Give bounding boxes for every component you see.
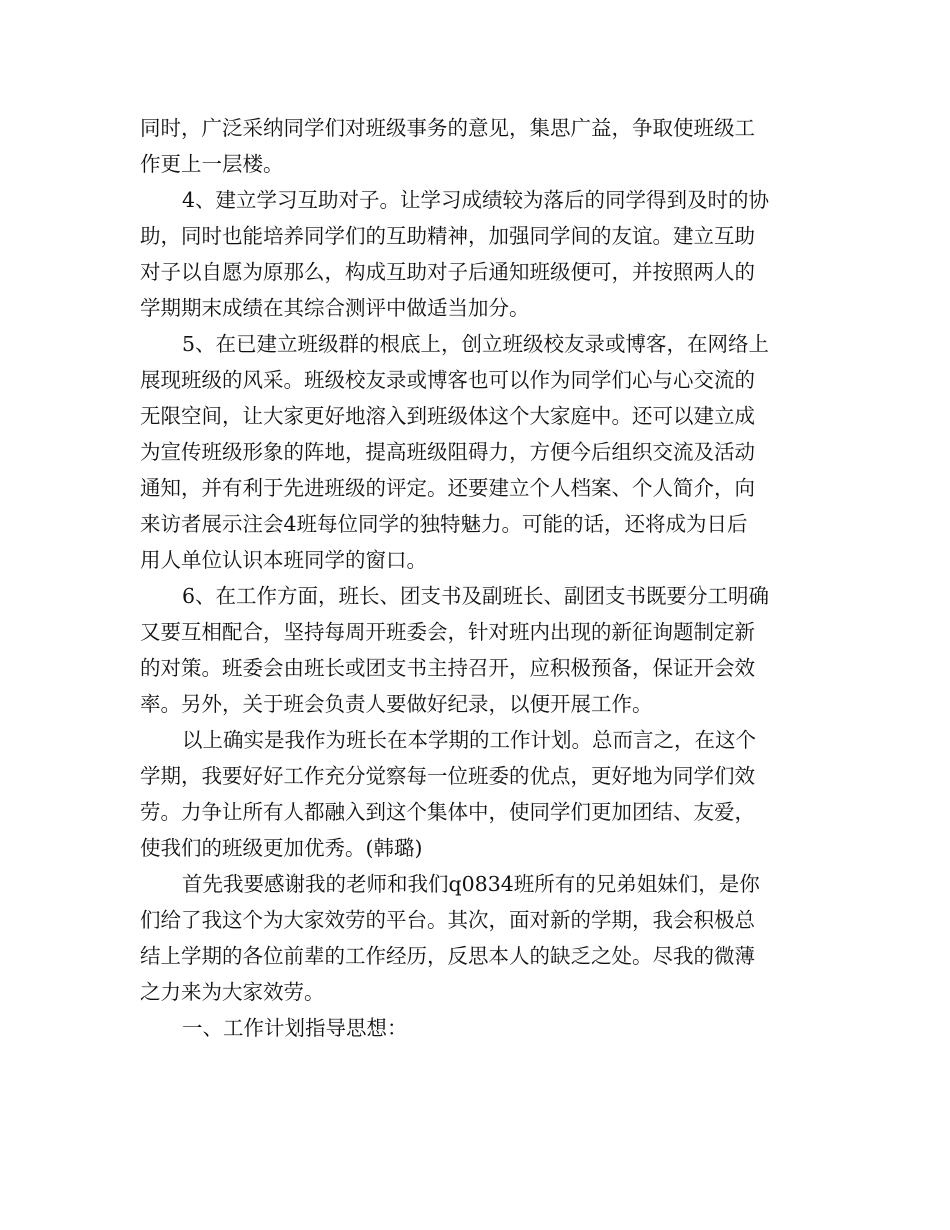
paragraph-start-line: 首先我要感谢我的老师和我们q0834班所有的兄弟姐妹们，是你	[182, 872, 760, 896]
paragraph-start-line: 以上确实是我作为班长在本学期的工作计划。总而言之，在这个	[182, 728, 756, 752]
text-line: 的对策。班委会由班长或团支书主持召开，应积极预备，保证开会效	[140, 656, 755, 680]
text-line: 展现班级的风采。班级校友录或博客也可以作为同学们心与心交流的	[140, 368, 755, 392]
text-line: 学期，我要好好工作充分觉察每一位班委的优点，更好地为同学们效	[140, 764, 755, 788]
text-line: 劳。力争让所有人都融入到这个集体中，使同学们更加团结、友爱，	[140, 800, 755, 824]
text-line: 结上学期的各位前辈的工作经历，反思本人的缺乏之处。尽我的微薄	[140, 944, 755, 968]
text-line: 无限空间，让大家更好地溶入到班级体这个大家庭中。还可以建立成	[140, 404, 755, 428]
text-line: 来访者展示注会4班每位同学的独特魅力。可能的话，还将成为日后	[140, 512, 748, 536]
text-line: 用人单位认识本班同学的窗口。	[140, 548, 427, 572]
text-line: 们给了我这个为大家效劳的平台。其次，面对新的学期，我会积极总	[140, 908, 755, 932]
text-line: 助，同时也能培养同学们的互助精神，加强同学间的友谊。建立互助	[140, 224, 755, 248]
text-line: 学期期末成绩在其综合测评中做适当加分。	[140, 296, 530, 320]
text-line: 通知，并有利于先进班级的评定。还要建立个人档案、个人简介，向	[140, 476, 755, 500]
paragraph-start-line: 4、建立学习互助对子。让学习成绩较为落后的同学得到及时的协	[182, 188, 770, 212]
paragraph-start-line: 5、在已建立班级群的根底上，创立班级校友录或博客，在网络上	[182, 332, 770, 356]
text-line: 对子以自愿为原那么，构成互助对子后通知班级便可，并按照两人的	[140, 260, 755, 284]
text-line: 同时，广泛采纳同学们对班级事务的意见，集思广益，争取使班级工	[140, 116, 755, 140]
text-line: 为宣传班级形象的阵地，提高班级阻碍力，方便今后组织交流及活动	[140, 440, 755, 464]
text-line: 率。另外，关于班会负责人要做好纪录，以便开展工作。	[140, 692, 653, 716]
text-line: 使我们的班级更加优秀。(韩璐)	[140, 836, 423, 860]
text-line: 之力来为大家效劳。	[140, 980, 325, 1004]
paragraph-start-line: 6、在工作方面，班长、团支书及副班长、副团支书既要分工明确	[182, 584, 770, 608]
document-body	[140, 110, 810, 1046]
text-line: 作更上一层楼。	[140, 152, 284, 176]
text-line: 又要互相配合，坚持每周开班委会，针对班内出现的新征询题制定新	[140, 620, 755, 644]
section-heading: 一、工作计划指导思想：	[182, 1016, 408, 1040]
